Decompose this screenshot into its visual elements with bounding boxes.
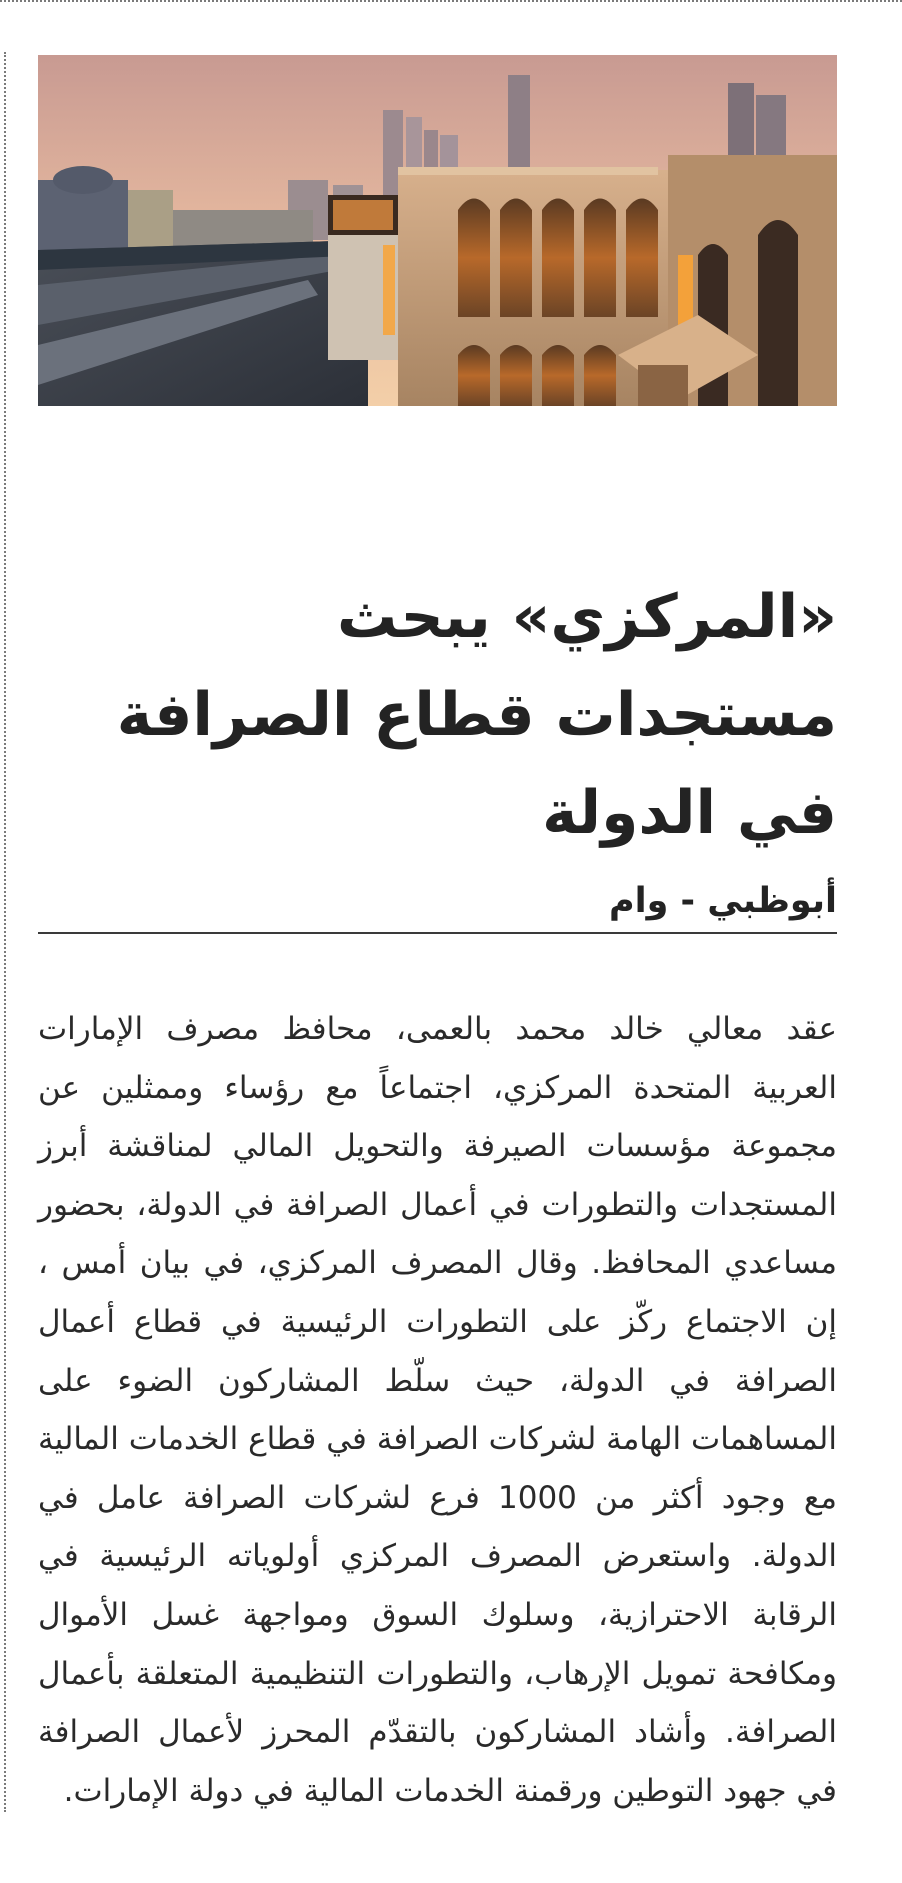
byline-divider — [38, 932, 837, 934]
top-dotted-rule — [0, 0, 902, 2]
article-byline: أبوظبي - وام — [608, 881, 837, 921]
article-photo — [38, 55, 837, 406]
article-headline: «المركزي» يبحث مستجدات قطاع الصرافة في الدولة — [116, 582, 837, 848]
left-dotted-rule — [4, 52, 6, 1812]
article-body: عقد معالي خالد محمد بالعمى، محافظ مصرف الإمارات العربية المتحدة المركزي، اجتماعاً مع رؤساء وممثلين عن مجموعة مؤسسات الصيرفة والتحويل المالي لمناقشة أبرز المستجدات والتطورات في أعمال الصرافة في الدولة، بحضور مساعدي المحافظ. وقال المصرف المركزي، في بيان أمس ، إن الاجتماع ركّز على التطورات الرئيسية في قطاع أعمال الصرافة في الدولة، حيث سلّط المشاركون الضوء على المساهمات الهامة لشركات الصرافة في قطاع الخدمات المالية مع وجود أكثر من 1000 فرع لشركات الصرافة عامل في الدولة. واستعرض المصرف المركزي أولوياته الرئيسية في الرقابة الاحترازية، وسلوك السوق ومواجهة غسل الأموال ومكافحة تمويل الإرهاب، والتطورات التنظيمية المتعلقة بأعمال الصرافة. وأشاد المشاركون بالتقدّم المحرز لأعمال الصرافة في جهود التوطين ورقمنة الخدمات المالية في دولة الإمارات. — [38, 1011, 837, 1809]
